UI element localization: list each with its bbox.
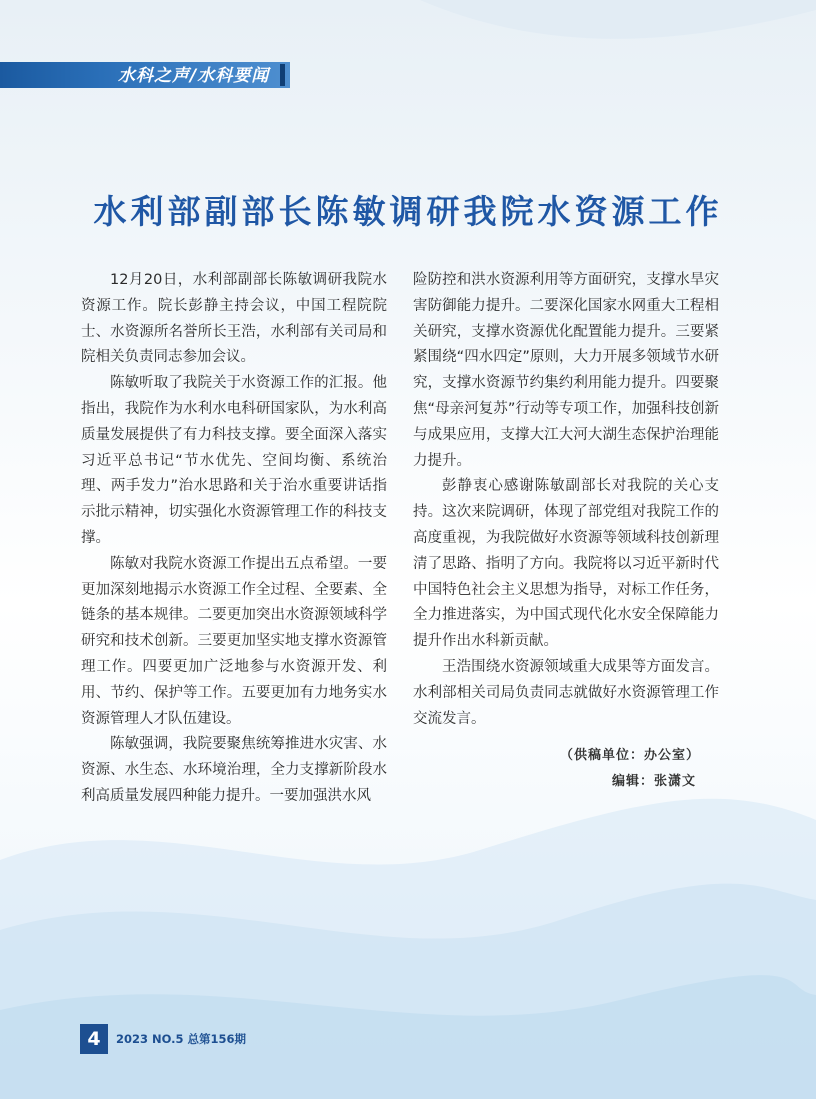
paragraph: 王浩围绕水资源领域重大成果等方面发言。水利部相关司局负责同志就做好水资源管理工作交流发言。 [413,658,719,727]
credit-unit: （供稿单位：办公室） [559,748,700,763]
paragraph: 陈敏强调，我院要聚焦统筹推进水灾害、水资源、水生态、水环境治理，全力支撑新阶段水利高质量发展四种能力提升。一要加强洪水风 [81,736,387,804]
article-column-left [81,268,387,810]
page-number: 4 [80,1024,108,1054]
section-header: 水科之声/水科要闻 [118,66,270,86]
paragraph: 陈敏听取了我院关于水资源工作的汇报。他指出，我院作为水利水电科研国家队，为水利高质量发展提供了有力科技支撑。要全面深入落实习近平总书记“节水优先、空间均衡、系统治理、两手发力”治水思路和关于治水重要讲话指示批示精神，切实强化水资源管理工作的科技支撑。 [81,375,387,546]
paragraph-continuation: 险防控和洪水资源利用等方面研究，支撑水旱灾害防御能力提升。二要深化国家水网重大工程相关研究，支撑水资源优化配置能力提升。三要紧紧围绕“四水四定”原则，大力开展多领域节水研究，支撑水资源节约集约利用能力提升。四要聚焦“母亲河复苏”行动等专项工作，加强科技创新与成果应用，支撑大江大河大湖生态保护治理能力提升。 [413,272,719,469]
credit-editor: 编辑：张潇文 [611,774,696,789]
paragraph: 陈敏对我院水资源工作提出五点希望。一要更加深刻地揭示水资源工作全过程、全要素、全链条的基本规律。二要更加突出水资源领域科学研究和技术创新。三要更加坚实地支撑水资源管理工作。四要更加广泛地参与水资源开发、利用、节约、保护等工作。五要更加有力地务实水资源管理人才队伍建设。 [81,555,387,727]
article-column-right [413,268,719,732]
issue-info: 2023 NO.5 总第156期 [116,1032,247,1046]
paragraph: 彭静衷心感谢陈敏副部长对我院的关心支持。这次来院调研，体现了部党组对我院工作的高度重视，为我院做好水资源等领域科技创新理清了思路、指明了方向。我院将以习近平新时代中国特色社会主义思想为指导，对标工作任务，全力推进落实，为中国式现代化水安全保障能力提升作出水科新贡献。 [413,478,719,650]
paragraph: 12月20日，水利部副部长陈敏调研我院水资源工作。院长彭静主持会议，中国工程院院士、水资源所名誉所长王浩，水利部有关司局和院相关负责同志参加会议。 [81,272,387,366]
article-title: 水利部副部长陈敏调研我院水资源工作 [93,192,723,231]
section-header-accent [280,64,285,86]
